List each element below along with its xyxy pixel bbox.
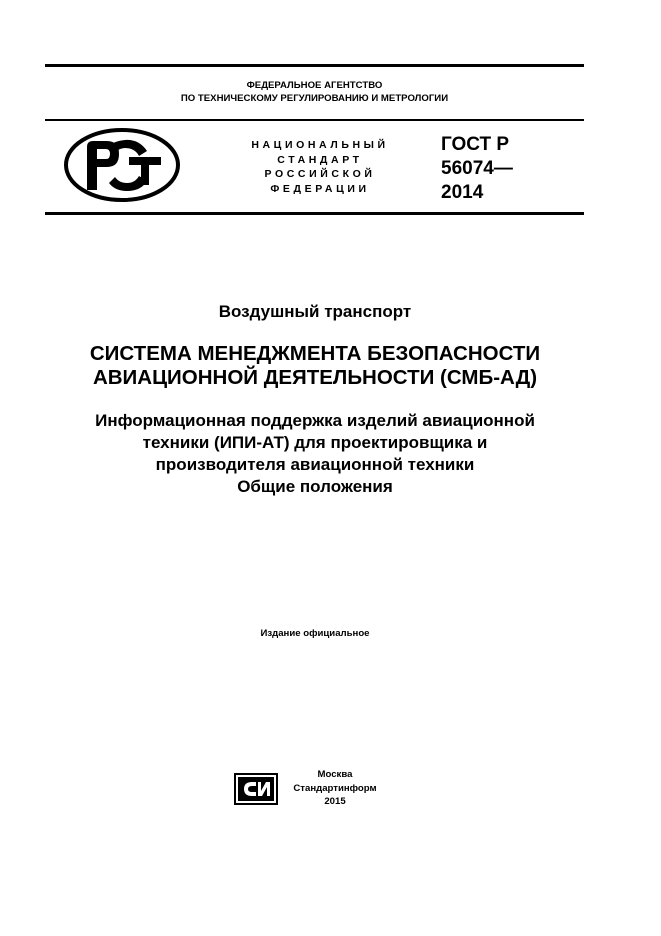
publisher-city: Москва [317,769,353,780]
designation-line-3: 2014 [441,182,484,203]
designation-line-1: ГОСТ Р [441,134,510,155]
natstd-line-1: НАЦИОНАЛЬНЫЙ [251,139,389,151]
publisher-year: 2015 [324,796,346,807]
top-rule [45,64,584,67]
natstd-line-3: РОССИЙСКОЙ [264,168,376,180]
field-title: Воздушный транспорт [218,302,412,321]
agency-line-1: ФЕДЕРАЛЬНОЕ АГЕНТСТВО [246,80,383,91]
standartinform-logo-icon [234,773,278,805]
document-subtitle [30,410,600,498]
subtitle-line-2: техники (ИПИ-АТ) для проектировщика и [142,433,488,452]
agency-line-2: ПО ТЕХНИЧЕСКОМУ РЕГУЛИРОВАНИЮ И МЕТРОЛОГИИ [180,93,449,104]
publisher-name: Стандартинформ [293,782,377,794]
middle-rule [45,119,584,121]
edition-label: Издание официальное [260,628,370,639]
natstd-line-2: СТАНДАРТ [277,153,363,166]
bottom-rule [45,212,584,215]
subtitle-line-3: производителя авиационной техники [155,455,475,474]
publisher-info [283,768,387,809]
national-standard-label [232,138,408,196]
rst-logo-icon [63,127,181,203]
system-title [30,342,600,390]
system-title-line-1: СИСТЕМА МЕНЕДЖМЕНТА БЕЗОПАСНОСТИ [89,342,541,365]
subtitle-line-4: Общие положения [237,477,393,496]
designation-line-2: 56074— [441,158,513,179]
natstd-line-4: ФЕДЕРАЦИИ [270,182,370,195]
subtitle-line-1: Информационная поддержка изделий авиационной [95,411,535,430]
standard-designation [441,133,513,205]
system-title-line-2: АВИАЦИОННОЙ ДЕЯТЕЛЬНОСТИ (СМБ-АД) [92,366,538,389]
agency-header [45,79,584,105]
